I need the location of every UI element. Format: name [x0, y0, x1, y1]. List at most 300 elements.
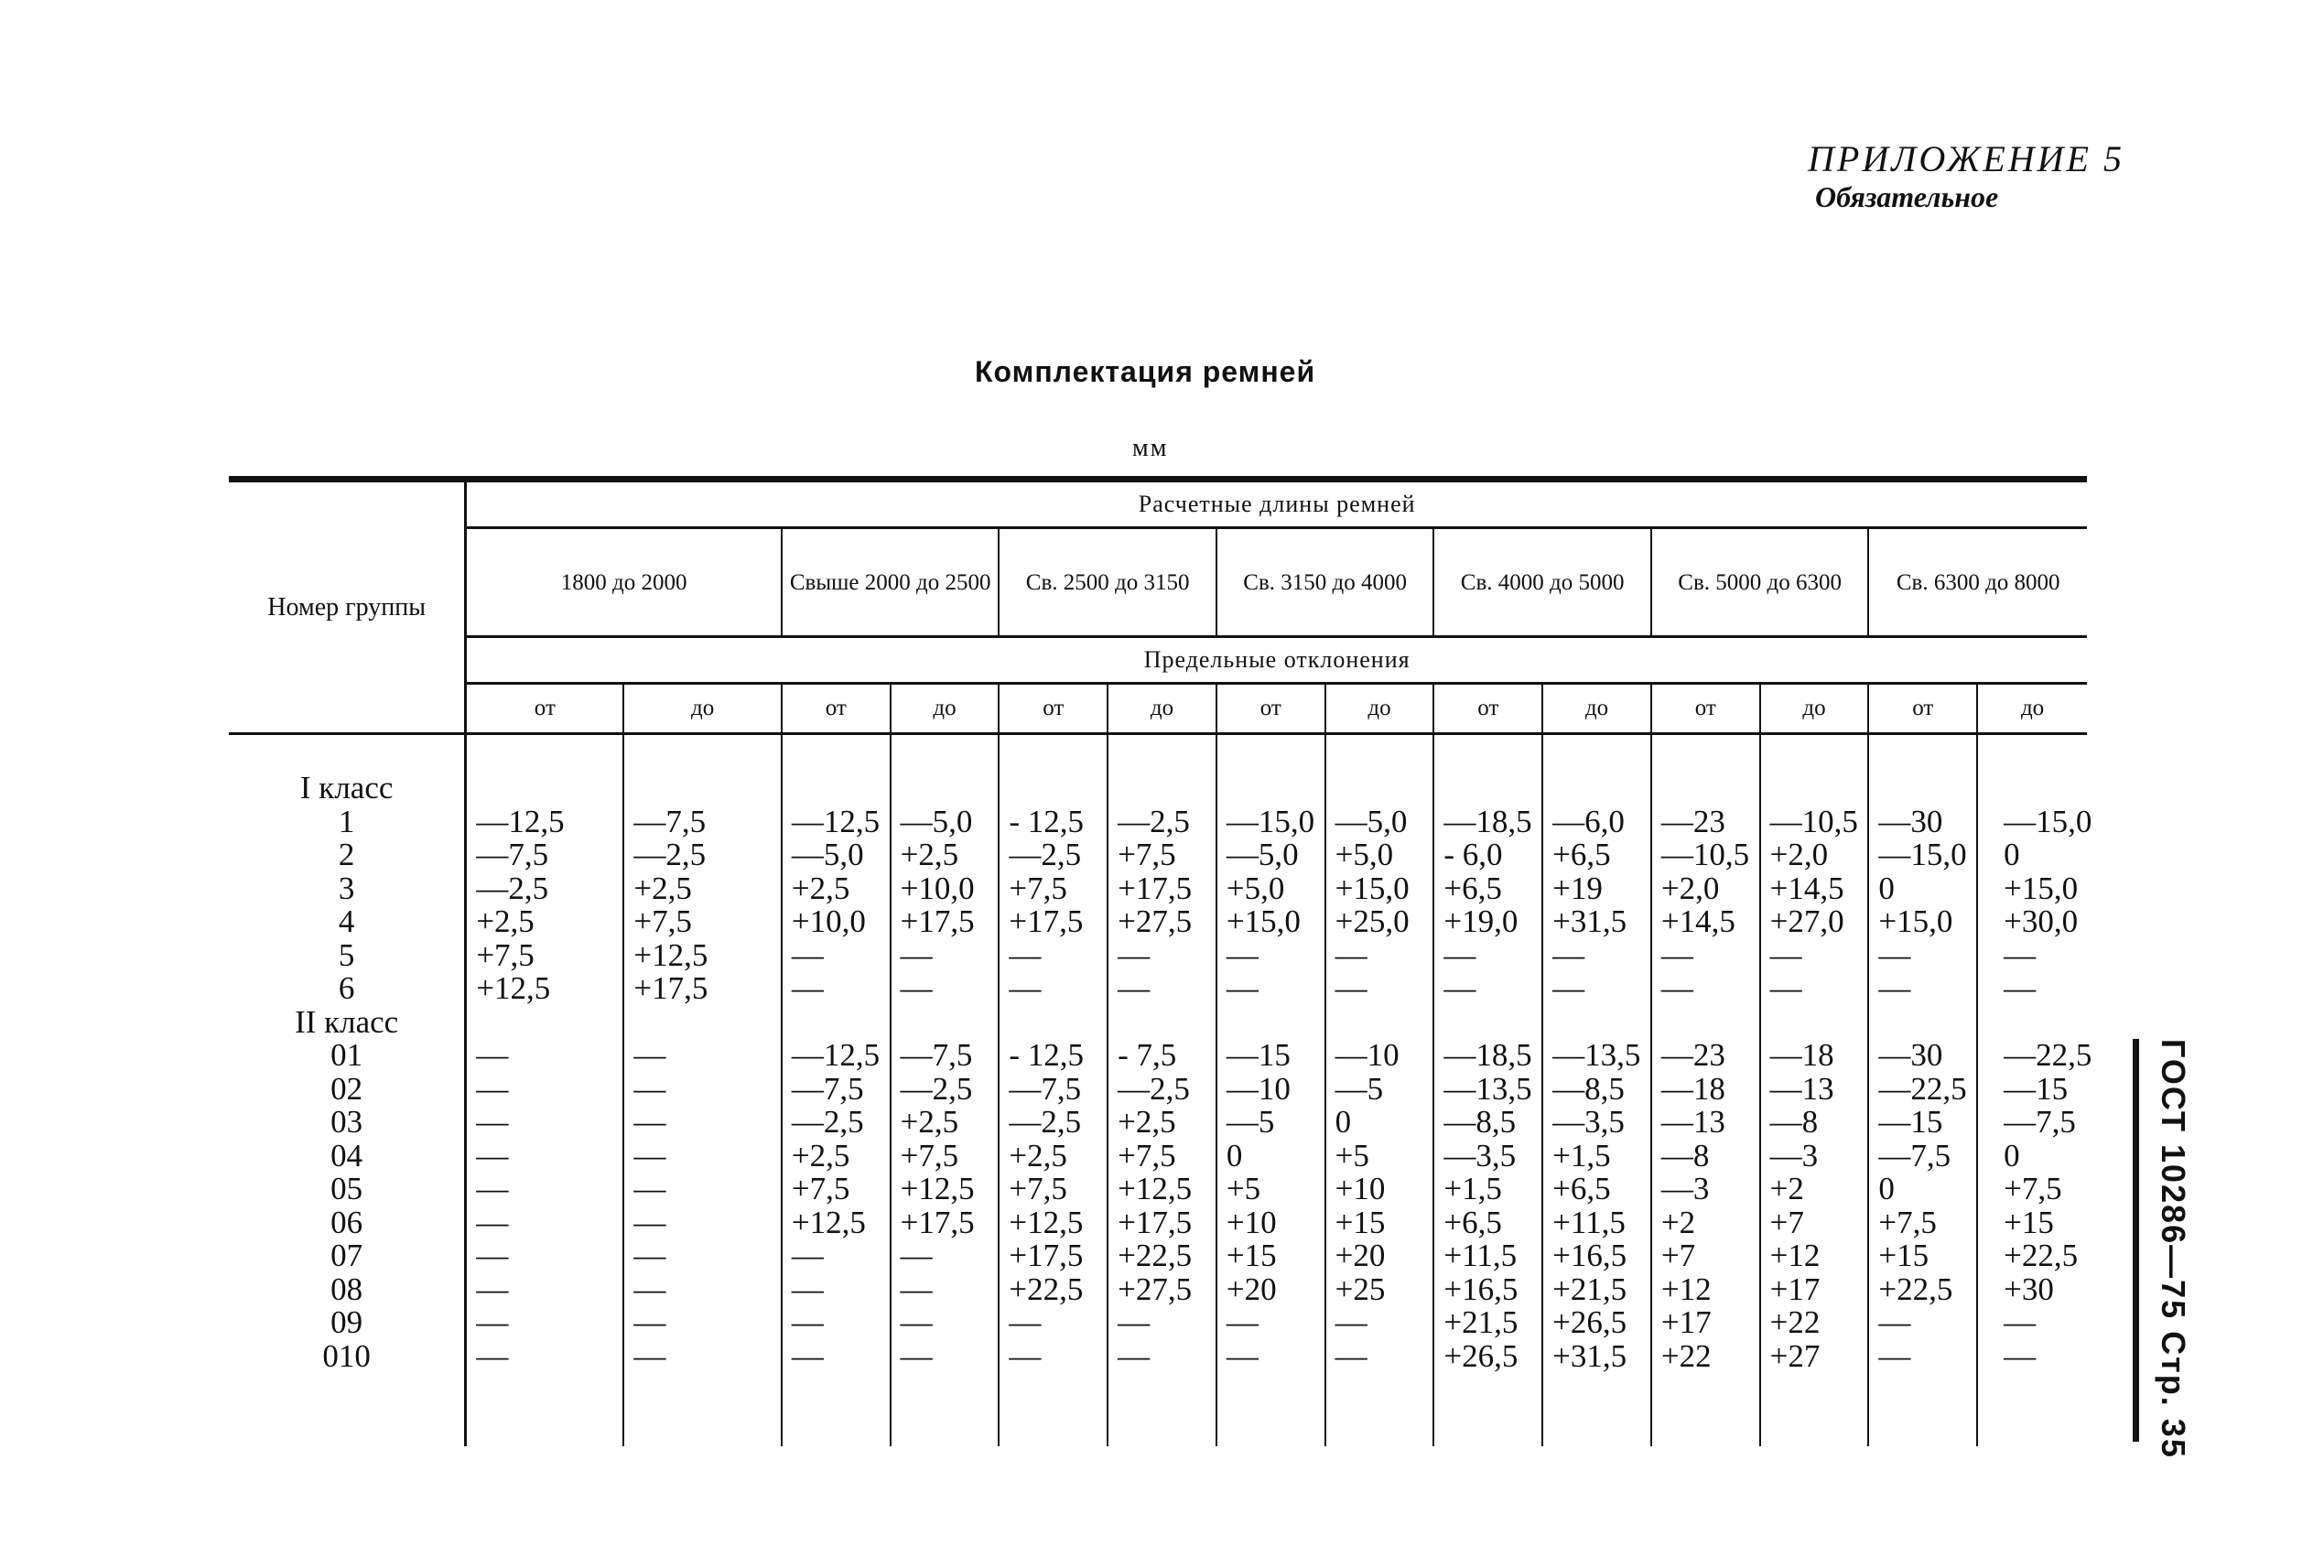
from-header: от [782, 684, 891, 734]
deviation-from-cell: +7,5 [999, 872, 1108, 906]
deviation-from-cell: +6,5 [1433, 872, 1542, 906]
deviation-to-cell: +10,0 [891, 872, 1000, 906]
deviation-to-cell: —18 [1760, 1039, 1869, 1073]
deviation-from-cell: +7,5 [999, 1173, 1108, 1206]
deviation-to-cell: —10 [1325, 1039, 1434, 1073]
deviation-from-cell: —13,5 [1433, 1073, 1542, 1107]
deviation-to-cell: +7,5 [2004, 1171, 2062, 1206]
deviation-to-cell: +20 [1325, 1239, 1434, 1273]
table-row [229, 1206, 2087, 1240]
deviation-from-cell: —15,0 [1216, 806, 1325, 839]
to-header: до [1760, 684, 1869, 734]
spacer-cell [1651, 1373, 1760, 1446]
deviation-from-cell: —10,5 [1651, 838, 1760, 872]
deviation-to-cell: +6,5 [1542, 838, 1651, 872]
deviation-to-cell: +2,0 [1760, 838, 1869, 872]
side-note-text: ГОСТ 10286—75 Стр. 35 [2155, 1039, 2192, 1459]
deviation-from-cell: +14,5 [1651, 905, 1760, 939]
range-header: Св. 6300 до 8000 [1868, 528, 2087, 637]
table-row [229, 806, 2087, 839]
deviation-from-cell: —13 [1651, 1106, 1760, 1140]
deviation-from-cell [1868, 772, 1977, 806]
deviation-from-cell: +10,0 [782, 905, 891, 939]
to-header: до [623, 684, 782, 734]
deviation-to-cell: —3 [1760, 1140, 1869, 1173]
group-cell: 6 [229, 972, 466, 1006]
deviation-from-cell: — [466, 1039, 624, 1073]
deviation-from-cell [782, 1006, 891, 1040]
deviation-to-cell [1325, 1006, 1434, 1040]
spacer-cell [1868, 734, 1977, 773]
table-row [229, 772, 2087, 806]
deviation-from-cell: +17 [1651, 1306, 1760, 1340]
deviation-from-cell [1433, 772, 1542, 806]
deviation-from-cell: — [999, 939, 1108, 973]
deviation-from-cell: —15 [1868, 1106, 1977, 1140]
deviation-to-cell: +12 [1760, 1239, 1869, 1273]
from-header: от [1433, 684, 1542, 734]
deviation-from-cell [1651, 772, 1760, 806]
deviation-to-cell: +7,5 [1108, 1140, 1216, 1173]
deviation-from-cell: +15 [1868, 1239, 1977, 1273]
table-row [229, 905, 2087, 939]
deviation-to-cell: — [623, 1106, 782, 1140]
spacer-cell [623, 1373, 782, 1446]
deviation-from-cell: +2,0 [1651, 872, 1760, 906]
deviation-from-cell: —7,5 [782, 1073, 891, 1107]
deviation-from-cell: —30 [1868, 1039, 1977, 1073]
group-cell: 02 [229, 1073, 466, 1107]
deviation-to-cell: —2,5 [623, 838, 782, 872]
spacer-cell [999, 734, 1108, 773]
spacer-cell [1977, 734, 2087, 773]
group-cell: 5 [229, 939, 466, 973]
deviation-from-cell: +2,5 [999, 1140, 1108, 1173]
deviation-from-cell: — [782, 1340, 891, 1374]
table-header [229, 480, 2087, 734]
deviation-to-cell [1760, 1006, 1869, 1040]
group-cell: 09 [229, 1306, 466, 1340]
deviation-to-cell: — [623, 1306, 782, 1340]
spacer-cell [229, 734, 466, 773]
group-cell: 05 [229, 1173, 466, 1206]
deviation-to-cell: +6,5 [1542, 1173, 1651, 1206]
range-header: 1800 до 2000 [466, 528, 782, 637]
spacer-cell [466, 734, 624, 773]
deviation-to-cell: —6,0 [1542, 806, 1651, 839]
range-header: Св. 4000 до 5000 [1433, 528, 1651, 637]
deviation-from-cell: +12 [1651, 1273, 1760, 1307]
deviation-to-cell [1760, 772, 1869, 806]
deviation-to-cell: —2,5 [1108, 806, 1216, 839]
deviation-to-cell: +7,5 [1108, 838, 1216, 872]
deviation-from-cell: — [1868, 1306, 1977, 1340]
range-header: Св. 5000 до 6300 [1651, 528, 1869, 637]
deviation-to-cell: +2 [1760, 1173, 1869, 1206]
range-header: Свыше 2000 до 2500 [782, 528, 1000, 637]
spacer-cell [999, 1373, 1108, 1446]
to-header: до [1108, 684, 1216, 734]
deviation-to-cell [891, 772, 1000, 806]
deviation-from-cell: —30 [1868, 806, 1977, 839]
deviation-from-cell: — [466, 1206, 624, 1240]
deviation-to-cell [1977, 1006, 2087, 1040]
group-cell: 010 [229, 1340, 466, 1374]
deviation-to-cell: —5,0 [891, 806, 1000, 839]
deviation-to-cell: —8,5 [1542, 1073, 1651, 1107]
deviation-from-cell: — [999, 1306, 1108, 1340]
deviation-from-cell: — [466, 1073, 624, 1107]
group-cell: 03 [229, 1106, 466, 1140]
deviation-from-cell: +5 [1216, 1173, 1325, 1206]
deviation-from-cell: +2 [1651, 1206, 1760, 1240]
deviation-to-cell: +5,0 [1325, 838, 1434, 872]
deviation-from-cell: +15 [1216, 1239, 1325, 1273]
appendix-note: Обязательное [1815, 180, 1999, 213]
spacer-cell [1108, 1373, 1216, 1446]
spacer-cell [1433, 734, 1542, 773]
group-cell: 3 [229, 872, 466, 906]
spacer-cell [623, 734, 782, 773]
deviation-to-cell: — [623, 1140, 782, 1173]
table-row [229, 1006, 2087, 1040]
deviation-to-cell [623, 1006, 782, 1040]
table-row [229, 1173, 2087, 1206]
deviation-from-cell [466, 772, 624, 806]
deviation-to-cell: —15,0 [2004, 803, 2092, 839]
deviation-from-cell: — [466, 1140, 624, 1173]
spacer-cell [782, 1373, 891, 1446]
deviation-to-cell: — [1760, 972, 1869, 1006]
deviation-to-cell [1325, 772, 1434, 806]
deviation-to-cell: +21,5 [1542, 1273, 1651, 1307]
deviation-to-cell: +2,5 [891, 1106, 1000, 1140]
table-row [229, 1039, 2087, 1073]
deviation-to-cell: — [1108, 972, 1216, 1006]
deviation-from-cell: — [466, 1306, 624, 1340]
deviation-from-cell: 0 [1868, 1173, 1977, 1206]
deviation-from-cell: — [999, 972, 1108, 1006]
deviation-from-cell: +7,5 [1868, 1206, 1977, 1240]
deviation-to-cell: +11,5 [1542, 1206, 1651, 1240]
deviation-to-cell: — [1108, 1306, 1216, 1340]
spacer-cell [891, 734, 1000, 773]
spacer-cell [1760, 1373, 1869, 1446]
deviation-from-cell [466, 1006, 624, 1040]
deviation-from-cell: — [1868, 972, 1977, 1006]
deviation-to-cell: — [891, 1273, 1000, 1307]
deviation-from-cell: +1,5 [1433, 1173, 1542, 1206]
deviation-to-cell: +2,5 [623, 872, 782, 906]
deviation-to-cell: +17,5 [623, 972, 782, 1006]
deviation-from-cell: — [1433, 939, 1542, 973]
group-cell: 01 [229, 1039, 466, 1073]
spacer-cell [229, 1373, 466, 1446]
deviation-from-cell: +11,5 [1433, 1239, 1542, 1273]
spacer-cell [1325, 734, 1434, 773]
deviation-from-cell [1216, 1006, 1325, 1040]
deviation-to-cell: — [1760, 939, 1869, 973]
deviation-to-cell: — [623, 1073, 782, 1107]
deviation-from-cell: — [1216, 939, 1325, 973]
unit-label: мм [1132, 434, 1169, 462]
deviation-from-cell: —18,5 [1433, 1039, 1542, 1073]
deviation-to-cell: +19 [1542, 872, 1651, 906]
deviation-to-cell: +12,5 [891, 1173, 1000, 1206]
deviation-to-cell: — [623, 1173, 782, 1206]
table-row [229, 1239, 2087, 1273]
deviation-to-cell: — [891, 1306, 1000, 1340]
deviation-to-cell: +30 [2004, 1271, 2054, 1307]
deviation-from-cell: —10 [1216, 1073, 1325, 1107]
spacer-cell [1216, 734, 1325, 773]
deviation-from-cell: —5,0 [782, 838, 891, 872]
deviation-to-cell: +15,0 [1325, 872, 1434, 906]
deviation-to-cell: —5 [1325, 1073, 1434, 1107]
spacer-cell [891, 1373, 1000, 1446]
deviation-to-cell [1542, 1006, 1651, 1040]
deviation-from-cell: +16,5 [1433, 1273, 1542, 1307]
from-header: от [1651, 684, 1760, 734]
deviation-to-cell: +7 [1760, 1206, 1869, 1240]
deviation-to-cell: +15,0 [2004, 870, 2079, 906]
deviation-to-cell: +16,5 [1542, 1239, 1651, 1273]
deviation-from-cell: — [466, 1340, 624, 1374]
from-header: от [1868, 684, 1977, 734]
belt-matching-table [229, 476, 2092, 1446]
table-row [229, 939, 2087, 973]
deviation-to-cell: +31,5 [1542, 905, 1651, 939]
deviation-to-cell: — [1325, 1340, 1434, 1374]
deviation-to-cell: — [1325, 1306, 1434, 1340]
deviation-to-cell: +22,5 [2004, 1238, 2079, 1273]
deviation-from-cell: — [1433, 972, 1542, 1006]
deviation-to-cell [623, 772, 782, 806]
deviation-to-cell: —3,5 [1542, 1106, 1651, 1140]
deviation-to-cell: +17 [1760, 1273, 1869, 1307]
group-number-header: Номер группы [229, 480, 466, 734]
deviation-to-cell: +14,5 [1760, 872, 1869, 906]
deviation-from-cell: —7,5 [1868, 1140, 1977, 1173]
deviation-from-cell: - 12,5 [999, 806, 1108, 839]
deviation-to-cell: +12,5 [623, 939, 782, 973]
deviation-from-cell: +2,5 [782, 1140, 891, 1173]
deviation-to-cell: — [891, 1239, 1000, 1273]
document-title: Комплектация ремней [975, 355, 1316, 388]
deviation-to-cell: — [891, 972, 1000, 1006]
deviation-from-cell: — [1216, 1306, 1325, 1340]
deviation-to-cell: +7,5 [623, 905, 782, 939]
deviation-to-cell: — [623, 1206, 782, 1240]
deviation-from-cell: —3 [1651, 1173, 1760, 1206]
table-row [229, 972, 2087, 1006]
deviation-from-cell: +21,5 [1433, 1306, 1542, 1340]
deviation-from-cell: +2,5 [466, 905, 624, 939]
deviation-from-cell [999, 772, 1108, 806]
deviation-from-cell: +12,5 [999, 1206, 1108, 1240]
deviation-to-cell [1542, 772, 1651, 806]
group-cell: 08 [229, 1273, 466, 1307]
deviation-to-cell: +10 [1325, 1173, 1434, 1206]
deviation-from-cell: — [1216, 1340, 1325, 1374]
deviation-to-cell: —13,5 [1542, 1039, 1651, 1073]
deviation-to-cell: — [1325, 972, 1434, 1006]
from-header: от [999, 684, 1108, 734]
deviation-from-cell: +19,0 [1433, 905, 1542, 939]
table-row [229, 872, 2087, 906]
deviation-to-cell: — [623, 1239, 782, 1273]
deviation-from-cell: — [1868, 939, 1977, 973]
deviation-from-cell: +12,5 [466, 972, 624, 1006]
deviation-to-cell: +17,5 [891, 1206, 1000, 1240]
group-cell: 04 [229, 1140, 466, 1173]
deviation-to-cell: +2,5 [891, 838, 1000, 872]
deviation-to-cell: +22 [1760, 1306, 1869, 1340]
deviation-to-cell: +2,5 [1108, 1106, 1216, 1140]
deviation-to-cell: —10,5 [1760, 806, 1869, 839]
deviation-to-cell: +17,5 [1108, 1206, 1216, 1240]
deviation-from-cell: +20 [1216, 1273, 1325, 1307]
table-row [229, 1140, 2087, 1173]
from-header: от [1216, 684, 1325, 734]
deviation-to-cell: +25 [1325, 1273, 1434, 1307]
deviation-to-cell: —7,5 [2004, 1104, 2076, 1140]
deviation-to-cell: —2,5 [891, 1073, 1000, 1107]
deviation-from-cell: +10 [1216, 1206, 1325, 1240]
table-row [229, 1273, 2087, 1307]
spacer-cell [1542, 1373, 1651, 1446]
group-cell: II класс [229, 1006, 466, 1040]
to-header: до [891, 684, 1000, 734]
deviation-from-cell: — [782, 1306, 891, 1340]
deviation-from-cell [1868, 1006, 1977, 1040]
deviation-from-cell: — [1651, 939, 1760, 973]
deviation-from-cell: +22,5 [999, 1273, 1108, 1307]
deviation-to-cell: — [623, 1340, 782, 1374]
deviation-to-cell: — [1542, 939, 1651, 973]
table-body [229, 734, 2092, 1447]
from-header: от [466, 684, 624, 734]
deviation-from-cell: —2,5 [466, 872, 624, 906]
deviation-to-cell: +17,5 [1108, 872, 1216, 906]
to-header: до [1325, 684, 1434, 734]
spacer-cell [1868, 1373, 1977, 1446]
deviation-from-cell [1651, 1006, 1760, 1040]
deviation-from-cell: — [782, 1273, 891, 1307]
deviation-to-cell: — [891, 939, 1000, 973]
deviation-to-cell: +15 [1325, 1206, 1434, 1240]
deviation-to-cell: — [1542, 972, 1651, 1006]
table-row [229, 838, 2087, 872]
deviation-to-cell: +25,0 [1325, 905, 1434, 939]
spacer-cell [1108, 734, 1216, 773]
deviation-from-cell: +22,5 [1868, 1273, 1977, 1307]
spacer-cell [1433, 1373, 1542, 1446]
deviation-from-cell: — [466, 1239, 624, 1273]
table-row [229, 1340, 2087, 1374]
table-row [229, 1106, 2087, 1140]
deviation-to-cell: — [891, 1340, 1000, 1374]
deviation-to-cell: +7,5 [891, 1140, 1000, 1173]
group-cell: I класс [229, 772, 466, 806]
deviation-from-cell: 0 [1216, 1140, 1325, 1173]
deviation-from-cell: —22,5 [1868, 1073, 1977, 1107]
deviation-to-cell: 0 [1325, 1106, 1434, 1140]
range-header: Св. 2500 до 3150 [999, 528, 1216, 637]
deviation-from-cell [1216, 772, 1325, 806]
deviation-from-cell: — [782, 939, 891, 973]
deviation-from-cell: +6,5 [1433, 1206, 1542, 1240]
deviation-from-cell: — [466, 1273, 624, 1307]
deviation-to-cell [1977, 772, 2087, 806]
deviation-to-cell: +5 [1325, 1140, 1434, 1173]
deviation-from-cell: +22 [1651, 1340, 1760, 1374]
deviation-from-cell: —3,5 [1433, 1140, 1542, 1173]
table-row [229, 1306, 2087, 1340]
deviation-to-cell: — [623, 1273, 782, 1307]
table-row [229, 1073, 2087, 1107]
deviation-from-cell: +26,5 [1433, 1340, 1542, 1374]
deviation-to-cell: — [623, 1039, 782, 1073]
spacer-cell [782, 734, 891, 773]
deviation-to-cell: +12,5 [1108, 1173, 1216, 1206]
deviation-from-cell: —5,0 [1216, 838, 1325, 872]
deviation-from-cell [1433, 1006, 1542, 1040]
deviation-from-cell: +7 [1651, 1239, 1760, 1273]
deviation-to-cell: — [2004, 1337, 2037, 1374]
deviation-to-cell: +31,5 [1542, 1340, 1651, 1374]
deviation-to-cell: — [2004, 1304, 2037, 1340]
deviation-to-cell: —5,0 [1325, 806, 1434, 839]
deviation-to-cell: —13 [1760, 1073, 1869, 1107]
deviation-from-cell: 0 [1868, 872, 1977, 906]
deviation-to-cell: +27,5 [1108, 905, 1216, 939]
deviation-from-cell: +5,0 [1216, 872, 1325, 906]
deviation-to-cell: —15 [2004, 1070, 2069, 1107]
limit-deviations-header: Предельные отклонения [466, 637, 2087, 684]
deviation-to-cell: —7,5 [623, 806, 782, 839]
group-cell: 4 [229, 905, 466, 939]
spacer-cell [1760, 734, 1869, 773]
range-header: Св. 3150 до 4000 [1216, 528, 1434, 637]
deviation-from-cell: +15,0 [1868, 905, 1977, 939]
to-header: до [1542, 684, 1651, 734]
spacer-cell [466, 1373, 624, 1446]
deviation-from-cell: — [1868, 1340, 1977, 1374]
spacer-cell [1977, 1373, 2087, 1446]
deviation-from-cell: —15,0 [1868, 838, 1977, 872]
deviation-from-cell: —23 [1651, 1039, 1760, 1073]
deviation-to-cell: +27 [1760, 1340, 1869, 1374]
deviation-to-cell: — [1325, 939, 1434, 973]
deviation-to-cell: — [1108, 1340, 1216, 1374]
deviation-to-cell: —2,5 [1108, 1073, 1216, 1107]
deviation-to-cell: —22,5 [2004, 1037, 2092, 1073]
deviation-from-cell: —7,5 [466, 838, 624, 872]
deviation-to-cell: 0 [2004, 1137, 2020, 1173]
deviation-from-cell: —12,5 [782, 806, 891, 839]
deviation-to-cell: +1,5 [1542, 1140, 1651, 1173]
group-cell: 1 [229, 806, 466, 839]
deviation-from-cell: +7,5 [782, 1173, 891, 1206]
deviation-from-cell: +17,5 [999, 1239, 1108, 1273]
deviation-to-cell: +27,0 [1760, 905, 1869, 939]
deviation-from-cell: —2,5 [999, 838, 1108, 872]
to-header: до [1977, 684, 2087, 734]
deviation-from-cell: —18,5 [1433, 806, 1542, 839]
group-cell: 07 [229, 1239, 466, 1273]
deviation-to-cell [1108, 1006, 1216, 1040]
